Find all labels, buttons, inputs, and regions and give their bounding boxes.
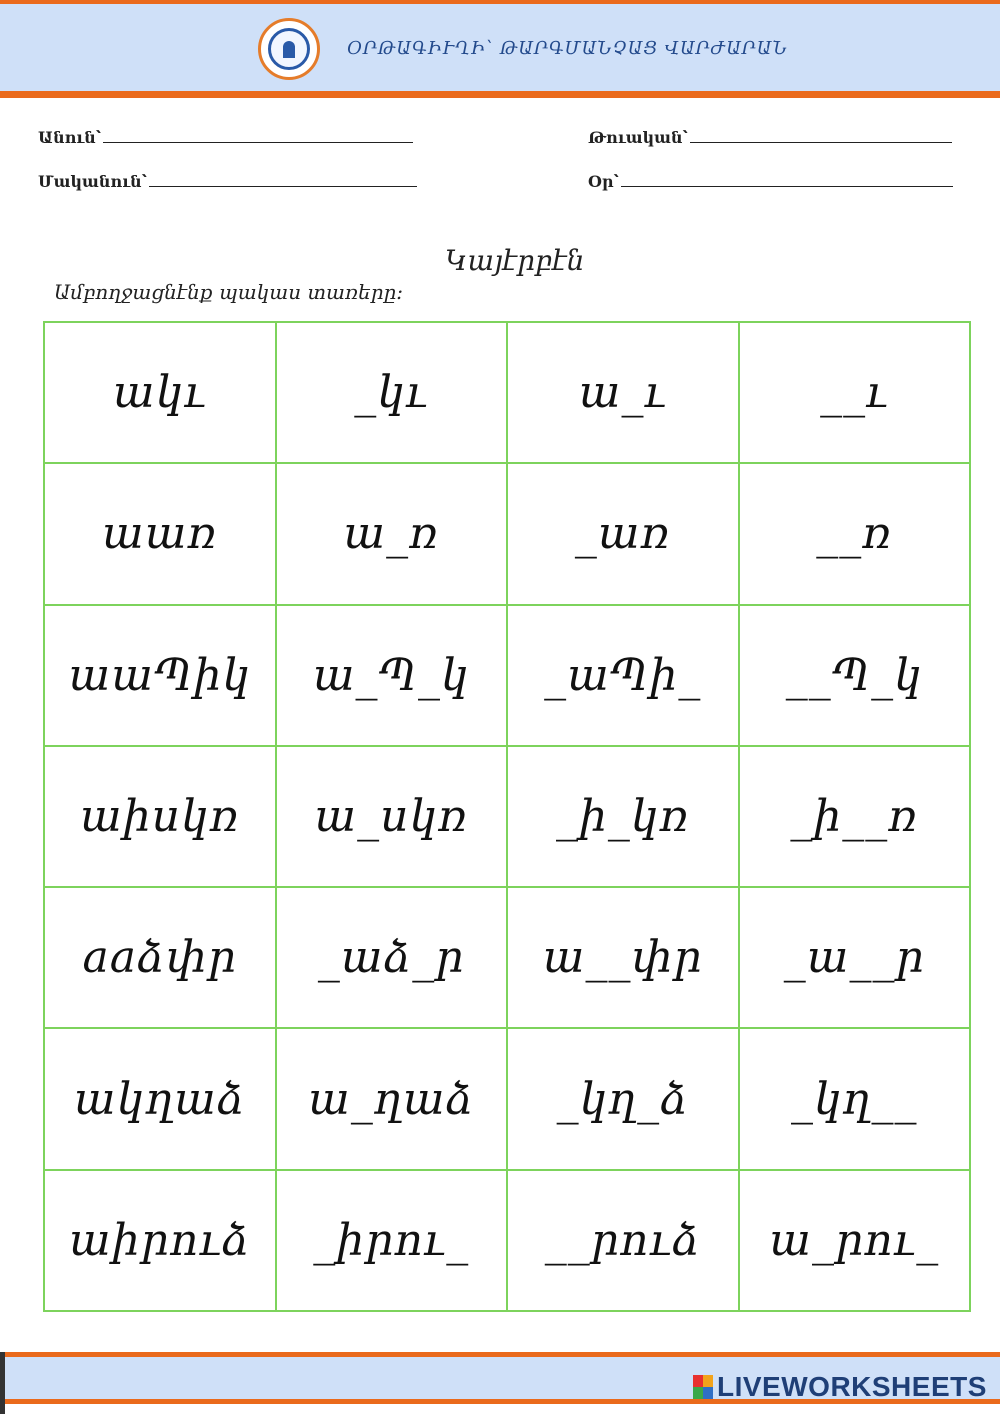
footer-edge-mark	[0, 1352, 5, 1414]
grid-row	[44, 1028, 970, 1169]
word-cell[interactable]: _կւ	[276, 322, 508, 463]
liveworksheets-logo[interactable]	[693, 1372, 987, 1402]
word-cell[interactable]: ա_սկռ	[276, 746, 508, 887]
school-name: ՕՐԹԱԳԻՒՂԻ՝ ԹԱՐԳՄԱՆՉԱՑ ՎԱՐԺԱՐԱՆ	[347, 38, 788, 59]
word-cell[interactable]: ա_ռ	[276, 463, 508, 604]
name-input-line[interactable]	[103, 128, 413, 143]
logo-door-icon	[283, 41, 295, 58]
word-cell[interactable]: ա__փր	[507, 887, 739, 1028]
date-number-input-line[interactable]	[690, 128, 952, 143]
word-cell: ակւ	[44, 322, 276, 463]
day-label: Օր՝	[588, 172, 619, 191]
name-field	[38, 128, 413, 147]
date-number-field	[588, 128, 952, 147]
worksheet-title: Կայէրբէն	[445, 244, 585, 277]
word-cell[interactable]: _աՊի_	[507, 605, 739, 746]
word-cell[interactable]: _կղ_ձ	[507, 1028, 739, 1169]
surname-field	[38, 172, 417, 191]
word-cell[interactable]: ա_Պ_կ	[276, 605, 508, 746]
word-cell[interactable]: _առ	[507, 463, 739, 604]
page-header	[0, 0, 1000, 98]
word-cell[interactable]: ա_րու_	[739, 1170, 971, 1311]
brand-name: LIVEWORKSHEETS	[717, 1371, 987, 1402]
liveworksheets-icon	[693, 1375, 713, 1399]
instruction-text: Ամբողջացնէնք պակաս տառերը։	[54, 280, 404, 304]
grid-row	[44, 605, 970, 746]
word-cell: աառ	[44, 463, 276, 604]
grid-row	[44, 1170, 970, 1311]
logo-ring	[268, 28, 310, 70]
word-cell: աիսկռ	[44, 746, 276, 887]
word-cell[interactable]: _իրու_	[276, 1170, 508, 1311]
word-cell[interactable]: ա_ղաձ	[276, 1028, 508, 1169]
word-cell[interactable]: _ա__ր	[739, 887, 971, 1028]
word-cell[interactable]: _աձ_ր	[276, 887, 508, 1028]
name-label: Անուն՝	[38, 128, 101, 147]
grid-row	[44, 746, 970, 887]
word-cell: աիրուձ	[44, 1170, 276, 1311]
word-cell[interactable]: _ի__ռ	[739, 746, 971, 887]
word-cell[interactable]: __Պ_կ	[739, 605, 971, 746]
surname-label: Մականուն՝	[38, 172, 147, 191]
word-cell[interactable]: __րուձ	[507, 1170, 739, 1311]
grid-row	[44, 322, 970, 463]
word-cell: ակղաձ	[44, 1028, 276, 1169]
word-cell: ааձփր	[44, 887, 276, 1028]
word-cell[interactable]: __ռ	[739, 463, 971, 604]
date-number-label: Թուական՝	[588, 128, 688, 147]
word-cell[interactable]: _ի_կռ	[507, 746, 739, 887]
day-input-line[interactable]	[621, 172, 953, 187]
word-cell: աաՊիկ	[44, 605, 276, 746]
day-field	[588, 172, 953, 191]
grid-row	[44, 463, 970, 604]
word-grid	[43, 321, 971, 1312]
surname-input-line[interactable]	[149, 172, 417, 187]
grid-row	[44, 887, 970, 1028]
word-cell[interactable]: _կղ__	[739, 1028, 971, 1169]
school-logo	[258, 18, 320, 80]
word-cell[interactable]: ա_ւ	[507, 322, 739, 463]
word-cell[interactable]: __ւ	[739, 322, 971, 463]
